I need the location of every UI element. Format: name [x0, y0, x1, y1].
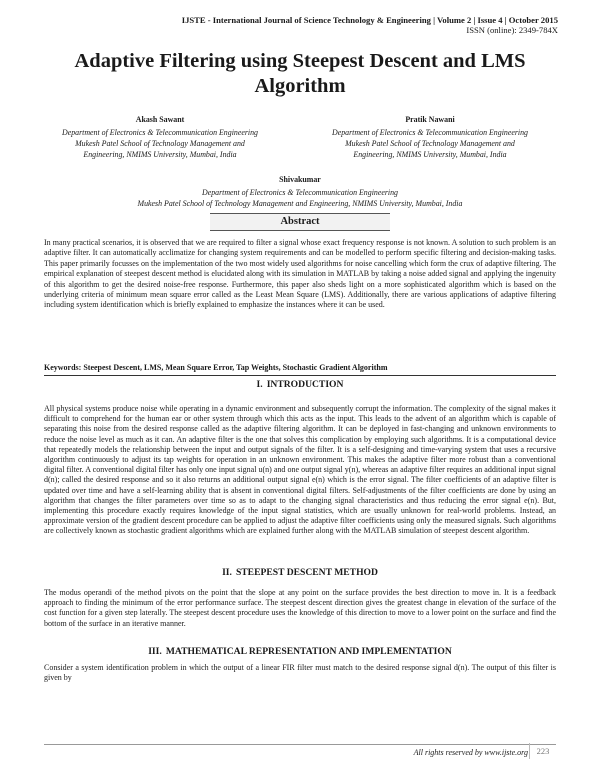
- author-affiliation: Department of Electronics & Telecommunication Engineering: [202, 188, 398, 197]
- abstract-text: In many practical scenarios, it is observed that we are required to filter a signal whose exact frequency response is not known. A solution to such problem is an adaptive filter. It can automatically acclimatize for changing system requirements and can be modelled to perform specific filtering and decision-making tasks. This paper primarily focusses on the implementation of the two most widely used algorithms for noise cancelling which form the crux of adaptive filtering. The empirical explanation of steepest descent method is elucidated along with its simulation in MATLAB by taking a noise added signal and applying the ingenuity of this algorithm to get the desired noise-free response. Furthermore, this paper also sheds light on a more sophisticated algorithm which is based on the underlying criteria of minimum mean square error called as the Least Mean Square (LMS). Additionally, there are various applications of adaptive filtering including system identification which is briefly explained to emphasize the instances where it can be used.: [44, 238, 556, 310]
- section-paragraph: The modus operandi of the method pivots on the point that the slope at any point on the surface provides the best direction to move in. It is a feedback approach to finding the minimum of the error performance surface. The steepest descent direction gives the greatest change in elevation of the surface of the cost function for a given step laterally. The steepest descent procedure uses the knowledge of this direction to move to a lower point on the surface and find the bottom of the surface in an iterative manner.: [44, 588, 556, 628]
- section-heading: [44, 567, 556, 579]
- keywords: Keywords: Steepest Descent, LMS, Mean Square Error, Tap Weights, Stochastic Gradient Algorithm: [44, 363, 388, 372]
- author-affiliation: Mukesh Patel School of Technology Management and Engineering, NMIMS University, Mumbai, India: [137, 199, 463, 208]
- paper-title: Adaptive Filtering using Steepest Descent and LMS Algorithm: [74, 50, 526, 97]
- abstract-heading: Abstract: [210, 213, 390, 231]
- author-affiliation: Mukesh Patel School of Technology Management and: [75, 139, 245, 148]
- page-number: 223: [529, 743, 556, 759]
- author-name: Pratik Nawani: [405, 115, 455, 124]
- journal-header: [182, 15, 558, 35]
- author-block: [35, 114, 285, 160]
- journal-title-line: IJSTE - International Journal of Science Technology & Engineering | Volume 2 | Issue 4 | October 2015: [181, 15, 558, 25]
- author-affiliation: Engineering, NMIMS University, Mumbai, India: [83, 150, 237, 159]
- section-title: MATHEMATICAL REPRESENTATION AND IMPLEMENTATION: [165, 646, 452, 657]
- author-affiliation: Department of Electronics & Telecommunication Engineering: [332, 128, 528, 137]
- author-block: [305, 114, 555, 160]
- footer-rights: All rights reserved by www.ijste.org: [413, 748, 528, 757]
- author-name: Akash Sawant: [135, 115, 185, 124]
- author-affiliation: Department of Electronics & Telecommunication Engineering: [62, 128, 258, 137]
- section-title: STEEPEST DESCENT METHOD: [235, 567, 378, 578]
- section-number: III.: [148, 646, 162, 657]
- section-number: I.: [256, 379, 263, 390]
- section-title: INTRODUCTION: [266, 379, 344, 390]
- issn-line: ISSN (online): 2349-784X: [466, 25, 558, 35]
- author-name: Shivakumar: [279, 175, 321, 184]
- divider: [44, 375, 556, 376]
- section-heading: [44, 646, 556, 658]
- author-affiliation: Mukesh Patel School of Technology Management and: [345, 139, 515, 148]
- author-block: [60, 174, 540, 209]
- section-paragraph: Consider a system identification problem in which the output of a linear FIR filter must match to the desired response signal d(n). The output of this filter is given by: [44, 663, 556, 683]
- author-affiliation: Engineering, NMIMS University, Mumbai, India: [353, 150, 507, 159]
- section-number: II.: [222, 567, 232, 578]
- section-heading: [44, 379, 556, 391]
- footer-divider: [44, 744, 556, 745]
- section-paragraph: All physical systems produce noise while operating in a dynamic environment and subsequently corrupt the information. The complexity of the signal makes it difficult to comprehend for the human ear or other system through which this acts as the input. This leads to the advent of an algorithm which is capable of separating this noise from the desired response called as the adaptive filtering algorithm. It can be deployed in fast-changing and unknown environments to reduce the noise level as much as it can. An adaptive filter is the one that solves this complication by employing such algorithms. It is a computational device that repeatedly models the relationship between the input and output signals of the filter. It is a self-designing and time-varying system that uses a recursive algorithm continuously to adjust its tap weights for operation in an unknown environment. This makes the adaptive filter more robust than a conventional digital filter. A conventional digital filter has only one input signal u(n) and one output signal y(n), whereas an adaptive filter requires an additional input signal d(n); called the desired response and so it also returns an additional output signal e(n) which is the error signal. The filter coefficients of an adaptive filter is updated over time and have a self-learning ability that is absent in conventional digital filters. Self-adjustments of the filter coefficients are done by using an algorithm that changes the filter parameters over time so as to adapt to the changing signal characteristics and thus reducing the error signal e(n). But, implementing this procedure exactly requires knowledge of the input signal statistics, which are usually unknown for real-world problems. Instead, an approximate version of the gradient descent procedure can be applied to adjust the adaptive filter coefficients using only the measured signals. Such algorithms are collectively known as stochastic gradient algorithms which are explained further along with the MATLAB simulation of steepest descent algorithm.: [44, 404, 556, 536]
